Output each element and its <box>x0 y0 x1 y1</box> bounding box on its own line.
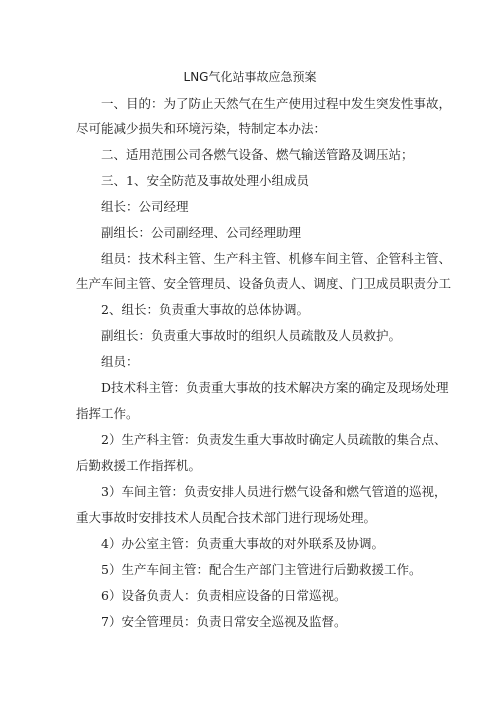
paragraph-line: 二、适用范围公司各燃气设备、燃气输送管路及调压站； <box>101 147 414 162</box>
paragraph-line: 3）车间主管：负责安排人员进行燃气设备和燃气管道的巡视， <box>101 484 447 499</box>
paragraph-line: 指挥工作。 <box>76 406 139 421</box>
document-title: LNG气化站事故应急预案 <box>183 70 317 84</box>
paragraph-line: 重大事故时安排技术人员配合技术部门进行现场处理。 <box>76 510 377 525</box>
paragraph-line: 三、1、安全防范及事故处理小组成员 <box>101 173 309 188</box>
paragraph-line: 组长：公司经理 <box>101 199 189 214</box>
paragraph-line: 2）生产科主管：负责发生重大事故时确定人员疏散的集合点、 <box>101 432 447 447</box>
paragraph-line: 副组长：公司副经理、公司经理助理 <box>101 225 302 240</box>
paragraph-line: 副组长：负责重大事故时的组织人员疏散及人员救护。 <box>101 328 402 343</box>
paragraph-line: 7）安全管理员：负责日常安全巡视及监督。 <box>101 614 347 629</box>
paragraph-line: 一、目的：为了防止天然气在生产使用过程中发生突发性事故， <box>101 96 452 111</box>
paragraph-line: 5）生产车间主管：配合生产部门主管进行后勤救援工作。 <box>101 562 422 577</box>
paragraph-line: 尽可能减少损失和环境污染，特制定本办法： <box>76 121 327 136</box>
paragraph-line: D技术科主管：负责重大事故的技术解决方案的确定及现场处理 <box>101 380 449 395</box>
paragraph-line: 4）办公室主管：负责重大事故的对外联系及协调。 <box>101 536 384 551</box>
paragraph-line: 组员： <box>101 354 139 369</box>
paragraph-line: 后勤救援工作指挥机。 <box>76 458 202 473</box>
paragraph-line: 6）设备负责人：负责相应设备的日常巡视。 <box>101 588 347 603</box>
paragraph-line: 生产车间主管、安全管理员、设备负责人、调度、门卫成员职责分工 <box>76 276 452 291</box>
paragraph-line: 组员：技术科主管、生产科主管、机修车间主管、企管科主管、 <box>101 251 452 266</box>
paragraph-line: 2、组长：负责重大事故的总体协调。 <box>101 302 309 317</box>
